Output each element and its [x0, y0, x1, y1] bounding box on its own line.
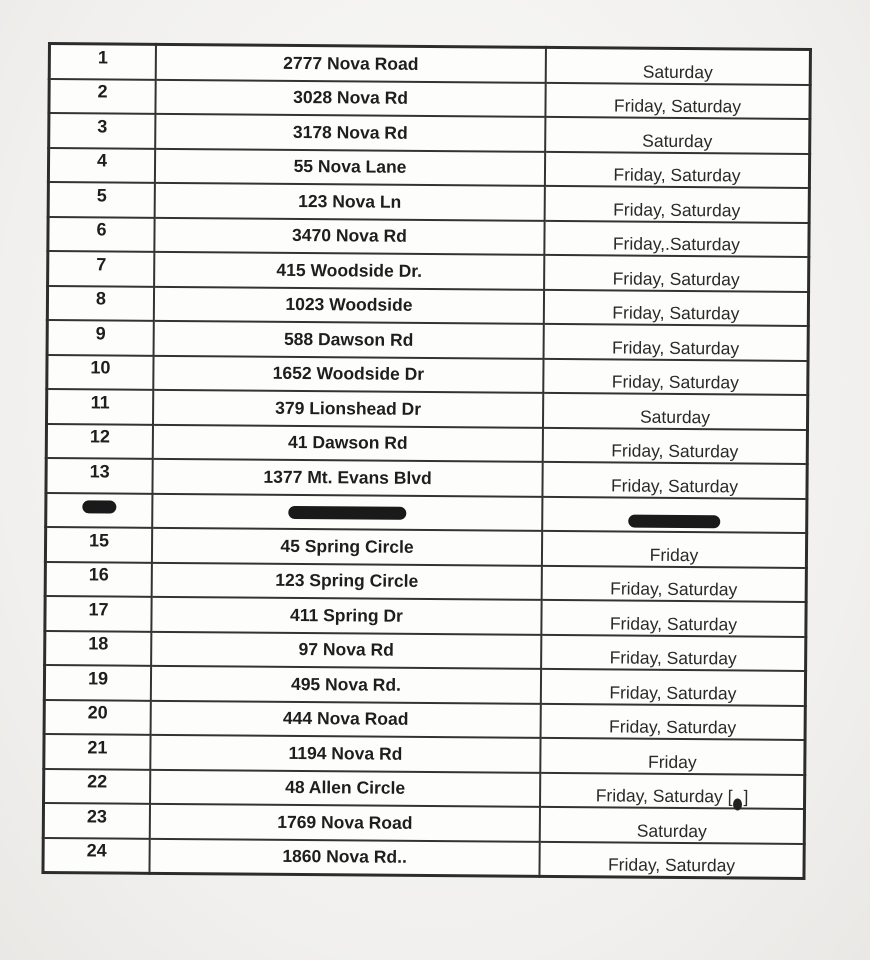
address-text: 48 Allen Circle [285, 777, 406, 799]
table-row [43, 837, 804, 878]
row-number-cell [45, 561, 152, 596]
days-cell [544, 220, 809, 257]
row-number: 23 [86, 806, 108, 827]
row-number: 19 [87, 668, 109, 689]
row-number: 21 [87, 737, 108, 758]
redaction-scribble [82, 500, 116, 513]
address-text: 123 Spring Circle [275, 570, 419, 592]
row-number-cell [44, 734, 151, 769]
days-cell [541, 669, 806, 706]
days-cell [543, 427, 808, 464]
table-row-redacted [46, 492, 807, 532]
address-cell [151, 631, 541, 669]
days-text: Friday, Saturday [613, 95, 742, 117]
row-number-cell [47, 320, 154, 355]
row-number: 9 [95, 323, 106, 344]
row-number: 22 [87, 771, 108, 792]
row-number-cell [46, 492, 153, 527]
days-text: Friday, Saturday [613, 164, 741, 186]
row-number-cell [48, 217, 155, 252]
row-number: 15 [88, 530, 110, 551]
table-row [45, 527, 806, 567]
address-cell [152, 528, 542, 566]
address-cell [153, 390, 543, 428]
row-number-cell [47, 355, 154, 390]
days-text: Friday, Saturday [612, 302, 740, 324]
address-text: 415 Woodside Dr. [276, 259, 423, 281]
days-cell [542, 565, 807, 602]
days-cell [546, 47, 811, 84]
days-cell [542, 496, 807, 533]
address-schedule-table [41, 42, 812, 880]
address-text: 45 Spring Circle [280, 535, 414, 557]
table-row [45, 561, 806, 601]
row-number-cell [46, 458, 153, 493]
address-text: 2777 Nova Road [283, 52, 419, 74]
days-text: Friday, Saturday [611, 337, 740, 359]
address-cell [152, 493, 542, 531]
row-number-cell [48, 148, 155, 183]
address-cell [156, 44, 546, 82]
row-number: 10 [90, 357, 111, 378]
bracket-close: ] [743, 786, 749, 807]
row-number-cell [48, 251, 155, 286]
row-number: 1 [97, 47, 108, 68]
days-cell [545, 117, 810, 154]
address-text: 3028 Nova Rd [293, 87, 409, 109]
address-cell [152, 459, 542, 497]
days-cell [541, 600, 806, 637]
days-cell [540, 772, 805, 809]
row-number: 7 [96, 254, 107, 275]
row-number-cell [48, 182, 155, 217]
days-text: Friday, Saturday [610, 475, 739, 497]
table-row [47, 389, 808, 429]
address-cell [149, 838, 539, 876]
address-text: 1194 Nova Rd [288, 742, 403, 764]
row-number-cell [45, 596, 152, 631]
row-number: 20 [87, 702, 108, 723]
address-cell [150, 735, 540, 773]
address-cell [155, 148, 545, 186]
row-number: 5 [96, 185, 107, 206]
days-text: Friday, Saturday [607, 854, 736, 876]
address-text: 1023 Woodside [285, 294, 413, 316]
days-cell [545, 186, 810, 223]
address-cell [150, 804, 540, 842]
row-number-cell [43, 837, 150, 873]
address-text: 588 Dawson Rd [283, 328, 414, 350]
address-cell [154, 286, 544, 324]
row-number-cell [47, 389, 154, 424]
row-number-cell [49, 44, 156, 80]
days-text: Friday, Saturday [610, 578, 738, 600]
row-number: 16 [88, 564, 109, 585]
address-cell [155, 114, 545, 152]
table-row [49, 79, 810, 119]
address-cell [151, 597, 541, 635]
address-cell [153, 355, 543, 393]
row-number-cell [44, 699, 151, 734]
days-text: Friday, Saturday [609, 647, 737, 669]
days-text: Saturday [642, 61, 713, 82]
row-number-cell [49, 113, 156, 148]
days-cell [543, 358, 808, 395]
address-cell [155, 79, 545, 117]
row-number: 12 [89, 426, 110, 447]
table-row [46, 458, 807, 498]
days-cell [540, 738, 805, 775]
table-body [43, 44, 810, 879]
address-text: 55 Nova Lane [293, 156, 407, 178]
row-number-cell [43, 803, 150, 838]
row-number: 2 [97, 81, 108, 102]
row-number: 13 [89, 461, 110, 482]
days-text: Friday, Saturday [613, 199, 741, 221]
address-cell [154, 217, 544, 255]
row-number: 4 [96, 150, 108, 171]
address-text: 1652 Woodside Dr [272, 363, 425, 385]
row-number: 24 [86, 840, 107, 861]
redaction-scribble [288, 506, 406, 520]
days-cell [540, 807, 805, 844]
address-text: 411 Spring Dr [290, 604, 403, 626]
days-cell [542, 462, 807, 499]
days-cell [541, 634, 806, 671]
address-text: 1377 Mt. Evans Blvd [263, 466, 432, 488]
row-number: 11 [90, 392, 110, 413]
address-text: 1860 Nova Rd.. [282, 846, 407, 868]
row-number-cell [47, 286, 154, 321]
days-cell [543, 393, 808, 430]
days-text: Friday,.Saturday [612, 233, 741, 255]
days-text: Friday, Saturday [611, 440, 739, 462]
days-cell [542, 531, 807, 568]
address-text: 41 Dawson Rd [287, 432, 408, 454]
row-number: 8 [95, 288, 107, 309]
days-text: Friday, Saturday [612, 268, 740, 290]
row-number-cell [46, 424, 153, 459]
row-number: 17 [88, 599, 109, 620]
address-cell [154, 321, 544, 359]
row-number: 18 [88, 633, 109, 654]
row-number-cell [44, 665, 151, 700]
days-cell [545, 82, 810, 119]
address-text: 1769 Nova Road [277, 811, 413, 833]
table-row [46, 424, 807, 464]
address-table-wrapper [41, 42, 812, 880]
address-cell [151, 666, 541, 704]
days-text: Saturday [636, 820, 707, 841]
row-number-cell [45, 527, 152, 562]
address-text: 444 Nova Road [282, 708, 409, 730]
days-text: Saturday [639, 406, 711, 427]
address-text: 495 Nova Rd. [290, 673, 401, 695]
address-cell [150, 769, 540, 807]
days-cell [541, 703, 806, 740]
days-text: Friday, Saturday [609, 716, 737, 738]
days-cell [544, 289, 809, 326]
address-text: 97 Nova Rd [298, 639, 394, 660]
days-text: Friday [647, 751, 697, 772]
days-text: Friday, Saturday [611, 371, 739, 393]
row-number-cell [49, 79, 156, 114]
days-text: Saturday [642, 130, 713, 151]
days-cell [544, 324, 809, 361]
address-text: 3178 Nova Rd [292, 121, 408, 143]
days-text: Friday, Saturday [609, 613, 738, 635]
days-cell [539, 841, 804, 878]
redaction-scribble [628, 515, 720, 529]
address-cell [154, 252, 544, 290]
address-text: 123 Nova Ln [298, 190, 402, 212]
address-text: 3470 Nova Rd [292, 225, 407, 247]
address-cell [153, 424, 543, 462]
days-cell [544, 255, 809, 292]
address-cell [155, 183, 545, 221]
table-row [49, 44, 810, 85]
row-number: 6 [96, 219, 107, 240]
address-cell [152, 562, 542, 600]
address-cell [151, 700, 541, 738]
days-text: Friday, Saturday [609, 682, 737, 704]
days-cell [545, 151, 810, 188]
row-number: 3 [97, 116, 108, 137]
address-text: 379 Lionshead Dr [275, 397, 422, 419]
row-number-cell [44, 768, 151, 803]
days-text: Friday, Saturday [ [595, 785, 733, 807]
row-number-cell [45, 630, 152, 665]
days-text: Friday [649, 544, 699, 565]
